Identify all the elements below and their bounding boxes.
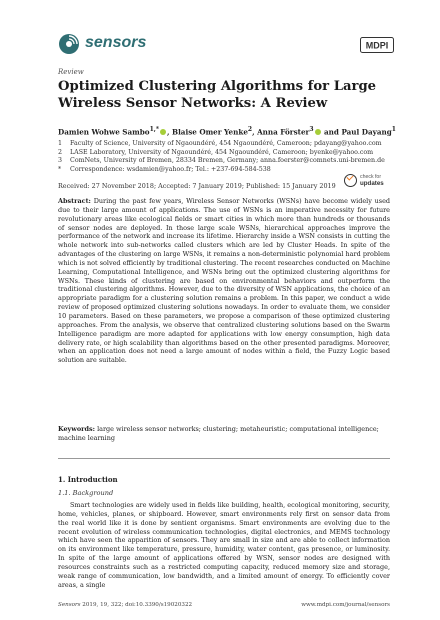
affiliation-text: Faculty of Science, University of Ngaoundéré, 454 Ngaoundéré, Cameroon; pdayang@yahoo.com — [70, 140, 382, 147]
section-heading: 1. Introduction — [58, 475, 118, 484]
abstract-label: Abstract: — [58, 197, 91, 205]
journal-header — [58, 33, 388, 55]
mdpi-logo-icon — [360, 37, 394, 53]
abstract — [58, 197, 390, 365]
article-title: Optimized Clustering Algorithms for Large Wireless Sensor Networks: A Review — [58, 79, 377, 111]
author-sup: 3 — [309, 126, 314, 133]
mdpi-logo-text: MDPI — [365, 40, 389, 51]
affiliations — [58, 140, 388, 174]
affiliation-number: 2 — [58, 148, 63, 156]
author-separator: and — [321, 127, 342, 137]
author-sup: 2 — [247, 126, 253, 133]
affiliation-text: LASE Laboratory, University of Ngaoundéré, 454 Ngaoundéré, Cameroon; byenke@yahoo.com — [70, 148, 374, 156]
affiliation-row — [58, 157, 388, 166]
author-list — [58, 126, 398, 136]
orcid-icon[interactable] — [315, 129, 321, 135]
publication-dates: Received: 27 November 2018; Accepted: 7 January 2019; Published: 15 January 2019 — [58, 182, 336, 190]
affiliation-row — [58, 166, 388, 175]
citation-details: 2019, 19, 322; doi:10.3390/s19020322 — [80, 602, 193, 608]
affiliation-row — [58, 149, 388, 158]
author-name[interactable]: Blaise Omer Yenke — [172, 127, 248, 137]
section-divider — [58, 458, 390, 459]
journal-name: sensors — [85, 34, 147, 51]
author-sup: 1,* — [149, 126, 159, 133]
author-name[interactable]: Paul Dayang — [341, 127, 392, 137]
affiliation-number: 1 — [58, 140, 63, 147]
author-name[interactable]: Damien Wohwe Sambo — [58, 127, 150, 137]
abstract-text: During the past few years, Wireless Sensor Networks (WSNs) have become widely used due to their large amount of applications. The use of WSNs is an imperative necessity for future revolutionary areas like ecological fields or smart cities in which more than hundreds or thousands of sensor nodes are deployed. In those large scale WSNs, hierarchical approaches improve the performance of the network and increase its lifetime. Hierarchy inside a WSN consists in cutting the whole network into sub-networks called clusters which are led by Cluster Heads. In spite of the advantages of the clustering on large WSNs, it remains a non-deterministic polynomial hard problem which is not solved efficiently by traditional clustering. The recent researches conducted on Machine Learning, Computational Intelligence, and WSNs bring out the optimized clustering algorithms for WSNs. These kinds of clustering are based on environmental behaviors and outperform the traditional clustering algorithms. However, due to the diversity of WSN applications, the choice of an appropriate paradigm for a clustering solution remains a problem. In this paper, we conduct a wide review of proposed optimized clustering solutions nowadays. In order to evaluate them, we consider 10 parameters. Based on these parameters, we propose a comparison of these optimized clustering approaches. From the analysis, we observe that centralized clustering solutions based on the Swarm Intelligence paradigm are more adapted for applications with low energy consumption, high data delivery rate, or high scalability than algorithms based on the other presented paradigms. Moreover, when an application does not need a large amount of nodes within a field, the Fuzzy Logic based solution are suitable. — [58, 197, 391, 365]
keywords — [58, 425, 390, 443]
citation — [58, 602, 192, 608]
keywords-label: Keywords: — [58, 425, 96, 433]
keywords-text: large wireless sensor networks; clustering; metaheuristic; computational intelligence; machine learning — [58, 425, 379, 442]
sensors-logo-icon — [58, 33, 80, 55]
author-sup: 1 — [391, 126, 396, 133]
affiliation-text: ComNets, University of Bremen, 28334 Bremen, Germany; anna.foerster@comnets.uni-bremen.de — [70, 157, 385, 165]
updates-line-1: check for — [360, 174, 382, 180]
check-for-updates-badge[interactable] — [344, 172, 386, 190]
author-separator: , — [166, 127, 172, 137]
article-type: Review — [58, 68, 84, 76]
page-footer — [58, 602, 390, 608]
subsection-heading: 1.1. Background — [58, 489, 114, 497]
affiliation-text: Correspondence: wsdamien@yahoo.fr; Tel.: +237-694-584-538 — [70, 165, 271, 173]
affiliation-row — [58, 140, 388, 149]
affiliation-number: 3 — [58, 157, 63, 165]
orcid-icon[interactable] — [160, 129, 166, 135]
author-separator: , — [252, 127, 258, 137]
citation-journal: Sensors — [58, 602, 81, 608]
author-name[interactable]: Anna Förster — [257, 127, 310, 137]
section-body: Smart technologies are widely used in fields like building, health, ecological monitoring, security, home, vehicles, planes, or shipboard. However, smart environments rely first on sensor data from the real world like it is done by sentient organisms. Smart environments are evolving due to the recent evolution of wireless communication technologies, digital electronics, and MEMS technology which have seen the apparition of sensors. They are small in size and are able to collect information on its environment like temperature, pressure, humidity, water content, gas presence, or luminosity. In spite of the large amount of applications offered by WSN, sensor nodes are designed with resources constraints such as a restricted computing capacity, reduced memory size and storage, weak range of communication, low bandwidth, and a limited amount of energy. To efficiently cover areas, a single — [58, 501, 390, 589]
affiliation-number: * — [58, 165, 62, 173]
updates-line-2: updates — [360, 180, 384, 187]
journal-url[interactable]: www.mdpi.com/journal/sensors — [301, 602, 390, 608]
